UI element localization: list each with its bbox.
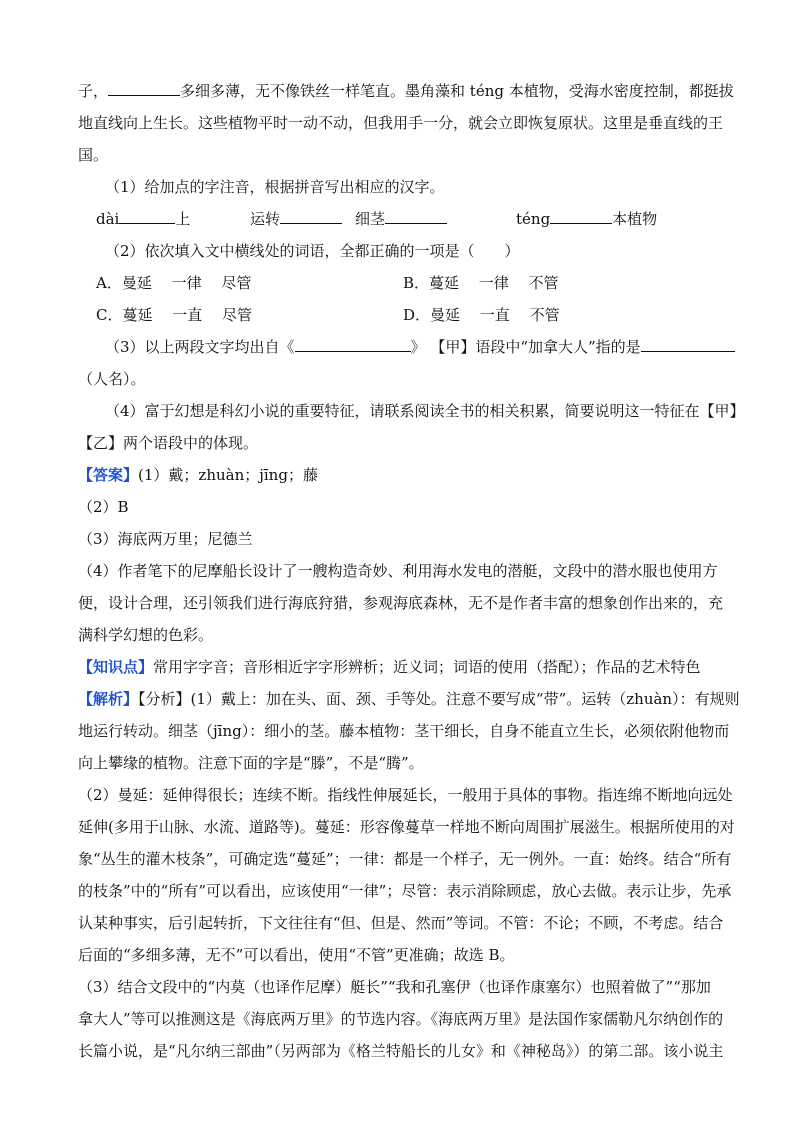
blank <box>108 81 180 96</box>
passage-line-3: 国。 <box>78 146 109 164</box>
option-b: B．蔓延 一律 不管 <box>403 274 559 292</box>
blank <box>641 337 735 352</box>
q3-text: （3）以上两段文字均出自《 <box>105 338 295 356</box>
analysis-line-12: 长篇小说，是“凡尔纳三部曲”（另两部为《格兰特船长的儿女》和《神秘岛》）的第二部。该小说主 <box>78 1042 724 1060</box>
option-c: C．蔓延 一直 尽管 <box>96 306 253 324</box>
analysis-line-10: （3）结合文段中的“内莫（也译作尼摩）艇长”“我和孔塞伊（也译作康塞尔）也照着做了”“那加 <box>78 978 711 996</box>
blank <box>385 209 447 224</box>
passage-line-2: 地直线向上生长。这些植物平时一动不动，但我用手一分，就会立即恢复原状。这里是垂直线的王 <box>78 114 724 132</box>
answer-label: 【答案】 <box>78 466 139 484</box>
question-2: （2）依次填入文中横线处的词语，全都正确的一项是（ ） <box>105 242 520 260</box>
q1-word: 细茎 <box>355 210 386 228</box>
answer-text: (1）戴；zhuàn；jīng；藤 <box>138 466 318 484</box>
passage-text: 多细多薄，无不像铁丝一样笔直。墨角藻和 téng 本植物，受海水密度控制，都挺拔 <box>180 82 734 100</box>
q1-word: 本植物 <box>612 210 658 228</box>
analysis-label: 【解析】 <box>78 690 139 708</box>
blank <box>550 209 612 224</box>
analysis-line-3: 向上攀缘的植物。注意下面的字是“滕”，不是“腾”。 <box>78 754 424 772</box>
passage-line-1 <box>78 80 734 101</box>
knowledge-line <box>78 656 701 677</box>
analysis-line-2: 地运行转动。细茎（jīng）：细小的茎。藤本植物：茎干细长，自身不能直立生长，必须依附他物而 <box>78 722 730 740</box>
question-4-line-2: 【乙】两个语段中的体现。 <box>78 434 259 452</box>
answer-line-6: 满科学幻想的色彩。 <box>78 626 214 644</box>
analysis-line-9: 后面的“多细多薄，无不”可以看出，使用“不管”更准确；故选 B。 <box>78 946 515 964</box>
blank <box>119 209 175 224</box>
question-1: （1）给加点的字注音，根据拼音写出相应的汉字。 <box>105 178 445 196</box>
analysis-line-5: 延伸(多用于山脉、水流、道路等)。蔓延：形容像蔓草一样地不断向周围扩展滋生。根据所使用的对 <box>78 818 735 836</box>
answer-line-1 <box>78 464 318 485</box>
analysis-line-1 <box>78 688 740 709</box>
answer-line-2: （2）B <box>78 498 129 516</box>
option-a: A．曼延 一律 尽管 <box>96 274 252 292</box>
answer-line-4: （4）作者笔下的尼摩船长设计了一艘构造奇妙、利用海水发电的潜艇，文段中的潜水服也使用方 <box>78 562 718 580</box>
analysis-line-11: 拿大人”等可以推测这是《海底两万里》的节选内容。《海底两万里》是法国作家儒勒凡尔纳创作的 <box>78 1010 724 1028</box>
analysis-line-6: 象“丛生的灌木枝条”，可确定选“蔓延”；一律：都是一个样子，无一例外。一直：始终。结合“所有 <box>78 850 732 868</box>
q3-text: 》 【甲】语段中“加拿大人”指的是 <box>410 338 641 356</box>
pinyin: dài <box>96 210 120 228</box>
knowledge-label: 【知识点】 <box>78 658 154 676</box>
q1-item-3 <box>355 208 447 229</box>
question-4-line-1: （4）富于幻想是科幻小说的重要特征，请联系阅读全书的相关积累，简要说明这一特征在【甲】 <box>105 402 745 420</box>
question-3-cont: （人名）。 <box>78 370 146 388</box>
analysis-line-8: 认某种事实，后引起转折，下文往往有“但、但是、然而”等词。不管：不论；不顾，不考虑。结合 <box>78 914 724 932</box>
q1-item-2 <box>250 208 342 229</box>
knowledge-text: 常用字字音；音形相近字字形辨析；近义词；词语的使用（搭配）；作品的艺术特色 <box>153 658 701 676</box>
analysis-line-7: 的枝条”中的“所有”可以看出，应该使用“一律”；尽管：表示消除顾虑，放心去做。表示让步，先承 <box>78 882 732 900</box>
question-3 <box>105 336 735 357</box>
answer-line-5: 便，设计合理，还引领我们进行海底狩猎，参观海底森林，无不是作者丰富的想象创作出来的，充 <box>78 594 724 612</box>
q1-item-4 <box>516 208 657 229</box>
passage-text: 子， <box>78 82 109 100</box>
option-d: D．曼延 一直 不管 <box>403 306 560 324</box>
q1-char: 上 <box>175 210 191 228</box>
analysis-text: 【分析】(1）戴上：加在头、面、颈、手等处。注意不要写成“带”。运转（zhuàn）：有规则 <box>138 690 740 708</box>
q1-item-1 <box>96 208 190 229</box>
q1-word: 运转 <box>250 210 281 228</box>
answer-line-3: （3）海底两万里；尼德兰 <box>78 530 253 548</box>
blank <box>280 209 342 224</box>
analysis-line-4: （2）曼延：延伸得很长；连续不断。指线性伸展延长，一般用于具体的事物。指连绵不断地向远处 <box>78 786 733 804</box>
pinyin: téng <box>516 210 551 228</box>
blank <box>295 337 411 352</box>
